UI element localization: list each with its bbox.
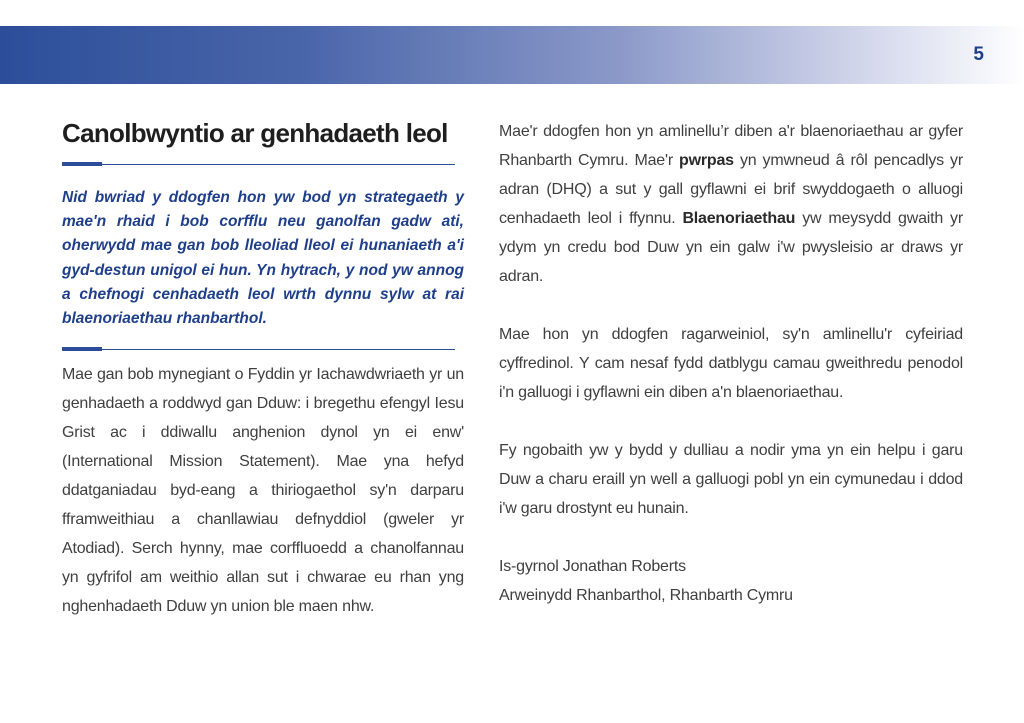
right-column bbox=[499, 117, 963, 610]
intro-divider bbox=[62, 347, 455, 351]
right-paragraph-1: Mae'r ddogfen hon yn amlinellu’r diben a'r blaenoriaethau ar gyfer Rhanbarth Cymru. Mae'r pwrpas yn ymwneud â rôl pencadlys yr adran (DHQ) a sut y gall gyflawni ei brif swyddogaeth o alluogi cenhadaeth leol i ffynnu. Blaenoriaethau yw meysydd gwaith yr ydym yn credu bod Duw yn ein galw i'w pwysleisio ar draws yr adran. bbox=[499, 123, 963, 285]
left-body-text: Mae gan bob mynegiant o Fyddin yr Iachawdwriaeth yr un genhadaeth a roddwyd gan Dduw: i bregethu efengyl Iesu Grist ac i ddiwallu anghenion dynol yn ei enw' (International Mission Statement). Mae yna hefyd ddatganiadau byd-eang a thiriogaethol sy'n darparu fframweithiau a chanllawiau defnyddiol (gweler yr Atodiad). Serch hynny, mae corffluoedd a chanolfannau yn gyfrifol am weithio allan sut i chwarae eu rhan yng nghenhadaeth Dduw yn union ble maen nhw. bbox=[62, 366, 464, 616]
signature-role: Arweinydd Rhanbarthol, Rhanbarth Cymru bbox=[499, 587, 793, 604]
bold-term-blaenoriaethau: Blaenoriaethau bbox=[682, 210, 796, 227]
right-paragraph-2: Mae hon yn ddogfen ragarweiniol, sy'n amlinellu'r cyfeiriad cyffredinol. Y cam nesaf fydd datblygu camau gweithredu penodol i'n galluogi i gyflawni ein diben a'n blaenoriaethau. bbox=[499, 326, 963, 401]
left-column bbox=[62, 112, 464, 621]
signature-name: Is-gyrnol Jonathan Roberts bbox=[499, 558, 686, 575]
intro-text: Nid bwriad y ddogfen hon yw bod yn strategaeth y mae'n rhaid i bob corfflu neu ganolfan gadw ati, oherwydd mae gan bob lleoliad lleol ei hunaniaeth a'i gyd-destun unigol ei hun. Yn hytrach, y nod yw annog a chefnogi cenhadaeth leol wrth dynnu sylw at rai blaenoriaethau rhanbarthol. bbox=[62, 189, 464, 328]
header-band bbox=[0, 26, 1024, 84]
bold-term-pwrpas: pwrpas bbox=[679, 152, 734, 169]
right-paragraph-3: Fy ngobaith yw y bydd y dulliau a nodir yma yn ein helpu i garu Duw a charu eraill yn well a galluogi pobl yn ein cymunedau i ddod i'w garu drostynt eu hunain. bbox=[499, 442, 963, 517]
title-divider bbox=[62, 162, 455, 166]
page-number: 5 bbox=[973, 44, 984, 65]
section-title: Canolbwyntio ar genhadaeth leol bbox=[62, 118, 448, 148]
